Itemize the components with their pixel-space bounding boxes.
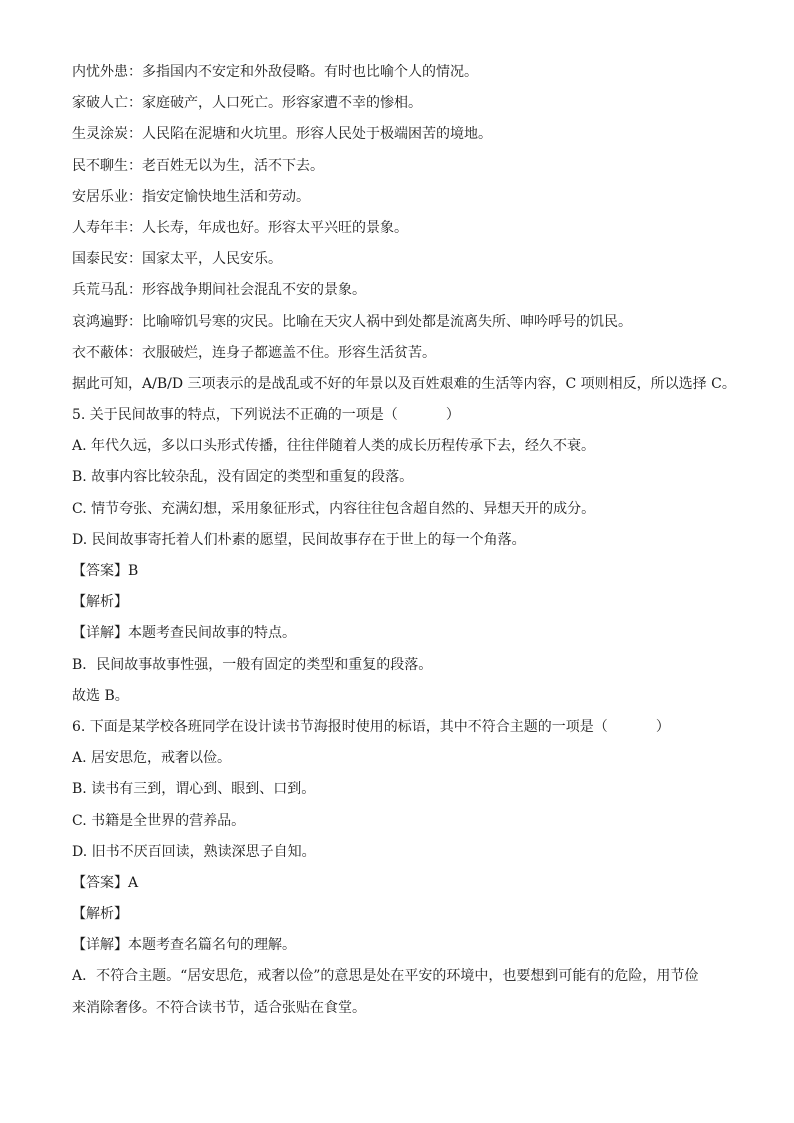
idiom-definition: ：形容战争期间社会混乱不安的景象。 <box>128 282 366 299</box>
idiom-line <box>72 312 732 332</box>
idiom-line <box>72 280 732 300</box>
idiom-definition: ：人民陷在泥塘和火坑里。形容人民处于极端困苦的境地。 <box>128 126 492 143</box>
detail-line <box>72 623 732 643</box>
option-c: C. 书籍是全世界的营养品。 <box>72 812 246 829</box>
option-a: A. 年代久远，多以口头形式传播，往往伴随着人类的成长历程传承下去，经久不衰。 <box>72 438 596 455</box>
question-stem <box>72 405 732 425</box>
idiom-line <box>72 156 732 176</box>
answer-label: 【答案】 <box>72 563 128 579</box>
idiom-definition: ：衣服破烂，连身子都遮盖不住。形容生活贫苦。 <box>128 344 436 361</box>
idiom-term: 兵荒马乱 <box>72 282 128 299</box>
explanation-text: A．不符合主题。“居安思危，戒奢以俭”的意思是处在平安的环境中，也要想到可能有的危险，用节俭 <box>72 968 699 985</box>
document-page <box>72 62 736 1029</box>
idiom-definition: ：比喻啼饥号寒的灾民。比喻在天灾人祸中到处都是流离失所、呻吟呼号的饥民。 <box>128 313 632 330</box>
analysis-label: 【解析】 <box>72 594 128 611</box>
idiom-line <box>72 249 732 269</box>
idiom-term: 民不聊生 <box>72 157 128 174</box>
idiom-line <box>72 124 732 144</box>
idiom-line <box>72 218 732 238</box>
idiom-term: 人寿年丰 <box>72 219 128 236</box>
explanation-text-continued: 来消除奢侈。不符合读书节，适合张贴在食堂。 <box>72 999 366 1016</box>
idiom-term: 安居乐业 <box>72 188 128 205</box>
detail-text: 本题考查民间故事的特点。 <box>128 625 296 642</box>
option-b: B. 故事内容比较杂乱，没有固定的类型和重复的段落。 <box>72 469 414 486</box>
detail-text: 本题考查名篇名句的理解。 <box>128 937 296 954</box>
idiom-definition: ：人长寿，年成也好。形容太平兴旺的景象。 <box>128 219 408 236</box>
idiom-term: 内忧外患 <box>72 64 128 80</box>
idiom-definition: ：家庭破产，人口死亡。形容家遭不幸的惨相。 <box>128 95 422 112</box>
idiom-line <box>72 93 732 113</box>
idiom-line <box>72 187 732 207</box>
idiom-term: 衣不蔽体 <box>72 344 128 361</box>
question-stem <box>72 717 732 737</box>
option-d: D. 民间故事寄托着人们朴素的愿望，民间故事存在于世上的每一个角落。 <box>72 531 526 548</box>
answer-value: B <box>128 563 139 579</box>
question-5-stem: 5. 关于民间故事的特点，下列说法不正确的一项是（ <box>72 407 398 424</box>
answer-line <box>72 873 732 893</box>
idiom-term: 生灵涂炭 <box>72 126 128 143</box>
detail-label: 【详解】 <box>72 937 128 954</box>
question-stem-end: ） <box>655 718 670 735</box>
question-6-stem: 6. 下面是某学校各班同学在设计读书节海报时使用的标语，其中不符合主题的一项是（ <box>72 718 608 735</box>
choice-text: 故选 B。 <box>72 687 129 704</box>
analysis-label: 【解析】 <box>72 906 128 923</box>
answer-label: 【答案】 <box>72 874 128 891</box>
option-b: B. 读书有三到，谓心到、眼到、口到。 <box>72 781 316 798</box>
idiom-term: 家破人亡 <box>72 95 128 112</box>
option-c: C. 情节夸张、充满幻想，采用象征形式，内容往往包含超自然的、异想天开的成分。 <box>72 500 596 517</box>
idiom-definition: ：多指国内不安定和外敌侵略。有时也比喻个人的情况。 <box>128 64 478 80</box>
idiom-term: 国泰民安 <box>72 251 128 268</box>
explanation-text: B．民间故事故事性强，一般有固定的类型和重复的段落。 <box>72 656 433 673</box>
idiom-definition: ：老百姓无以为生，活不下去。 <box>128 157 324 174</box>
conclusion-text: 据此可知，A/B/D 三项表示的是战乱或不好的年景以及百姓艰难的生活等内容，C 项则相反，所以选择 C。 <box>72 375 736 392</box>
idiom-definition: ：指安定愉快地生活和劳动。 <box>128 188 310 205</box>
detail-label: 【详解】 <box>72 625 128 642</box>
idiom-line <box>72 62 732 82</box>
option-d: D. 旧书不厌百回读，熟读深思子自知。 <box>72 843 316 860</box>
answer-value: A <box>128 874 139 891</box>
detail-line <box>72 935 732 955</box>
question-stem-end: ） <box>445 407 460 424</box>
idiom-term: 哀鸿遍野 <box>72 313 128 330</box>
idiom-line <box>72 343 732 363</box>
answer-line <box>72 561 732 581</box>
idiom-definition: ：国家太平，人民安乐。 <box>128 251 282 268</box>
option-a: A. 居安思危，戒奢以俭。 <box>72 750 232 767</box>
